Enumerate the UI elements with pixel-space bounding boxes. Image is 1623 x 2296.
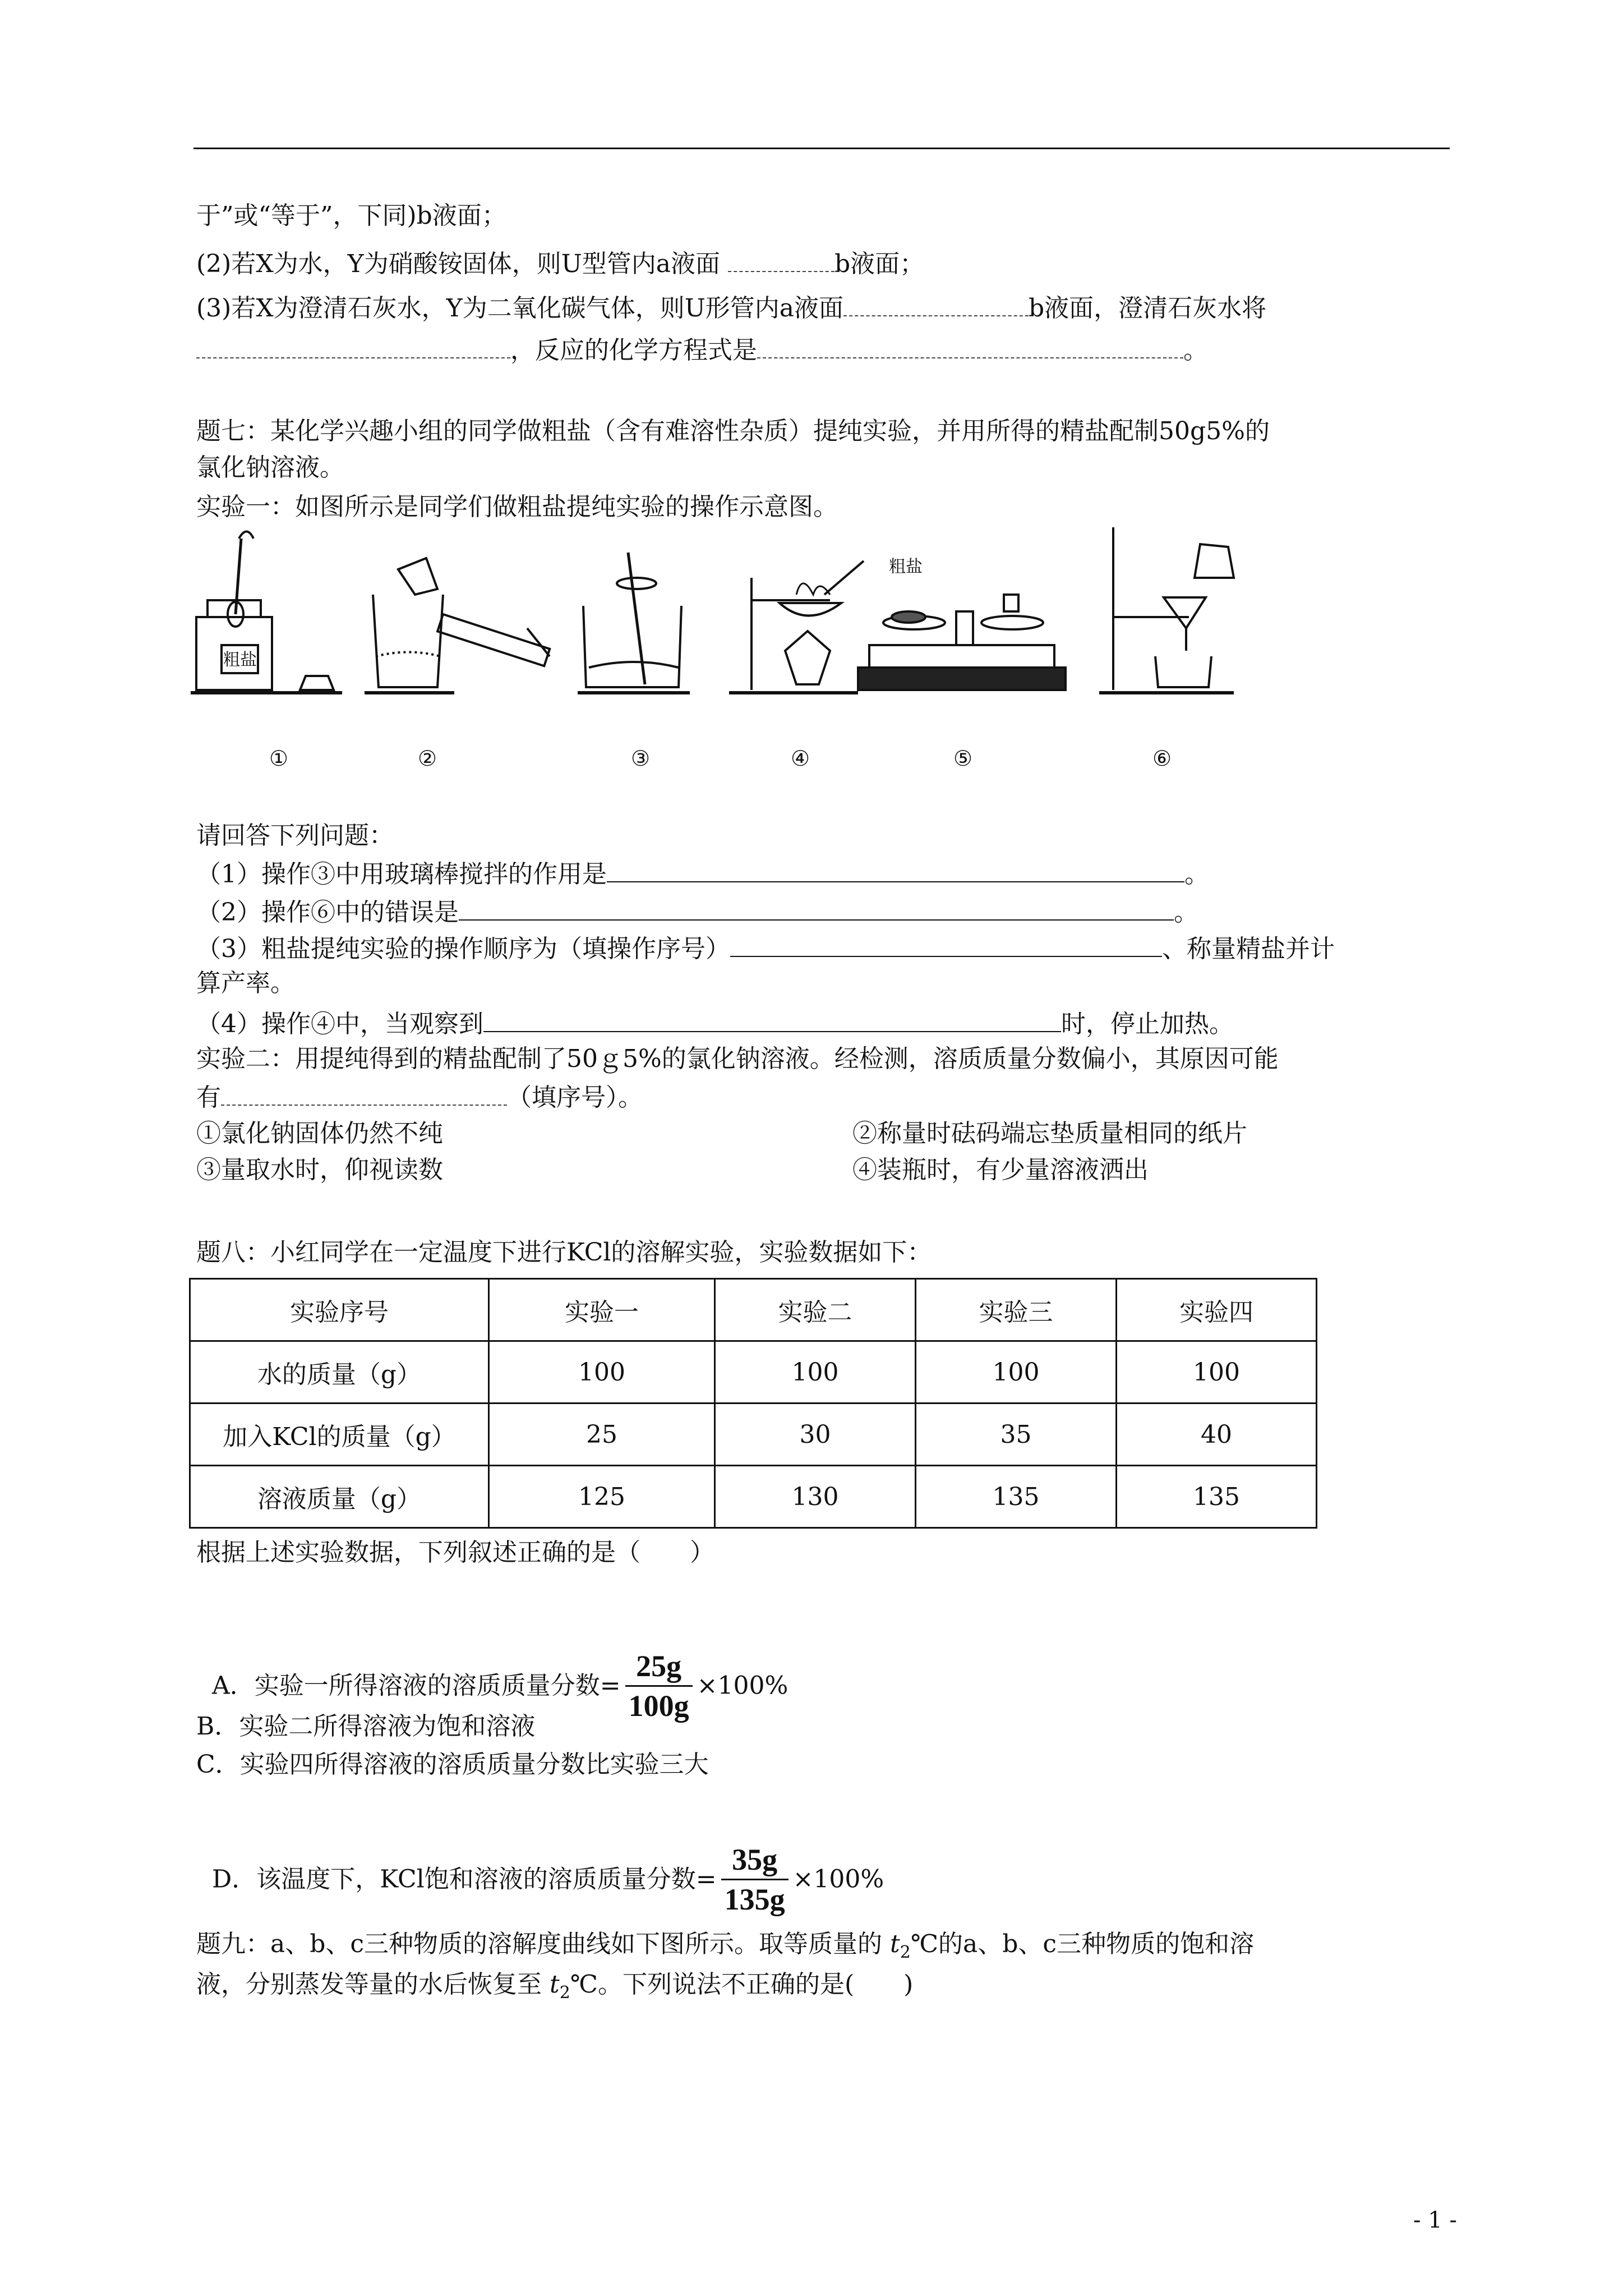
table-cell: 溶液质量（g）	[190, 1466, 489, 1528]
table-cell: 135	[916, 1466, 1117, 1528]
table-cell: 水的质量（g）	[190, 1341, 489, 1404]
q6-line-3: (3)若X为澄清石灰水，Y为二氧化碳气体，则U形管内a液面 b液面，澄清石灰水将	[196, 291, 1266, 324]
filtration-setup-icon	[1099, 527, 1234, 693]
table-cell: 100	[916, 1341, 1117, 1404]
q7-exp2-line-1: 实验二：用提纯得到的精盐配制了50ｇ5%的氯化钠溶液。经检测，溶质质量分数偏小，其原因可能	[196, 1045, 1279, 1073]
dissolving-beaker-icon	[365, 558, 550, 693]
figure-label-4: ④	[791, 746, 810, 771]
q7-sub-2: （2）操作⑥中的错误是 。	[196, 895, 1198, 928]
table-header-cell: 实验一	[489, 1279, 715, 1341]
fraction-d: $\frac{35g}{135g}$	[721, 1843, 789, 1916]
q7-sub-3-cont: 算产率。	[196, 969, 295, 997]
table-header-cell: 实验序号	[190, 1279, 489, 1341]
table-cell: 135	[1117, 1466, 1317, 1528]
q7-blank-3[interactable]	[730, 931, 1162, 957]
lab-operations-figure	[191, 516, 1312, 780]
figure-label-1: ①	[269, 746, 289, 771]
q8-option-c[interactable]: C．实验四所得溶液的溶质质量分数比实验三大	[196, 1750, 709, 1779]
q7-option-2: ②称量时砝码端忘垫质量相同的纸片	[852, 1119, 1247, 1148]
q7-exp2-line-2: 有 （填序号）。	[196, 1080, 643, 1114]
jar-label: 粗盐	[223, 650, 257, 670]
table-cell: 100	[1117, 1341, 1317, 1404]
q6-line-4: ，反应的化学方程式是 。	[196, 333, 1208, 366]
q9-line-2: 液，分别蒸发等量的水后恢复至 $t_2℃$。下列说法不正确的是( )	[196, 1970, 914, 2003]
figure-label-2: ②	[418, 746, 437, 771]
q7-sub-1: （1）操作③中用玻璃棒搅拌的作用是 。	[196, 857, 1209, 890]
kcl-data-table	[189, 1278, 1317, 1529]
figure-label-3: ③	[631, 746, 651, 771]
fraction-a: $\frac{25g}{100g}$	[625, 1649, 693, 1723]
q7-option-1: ①氯化钠固体仍然不纯	[196, 1119, 443, 1148]
table-cell: 35	[916, 1404, 1117, 1466]
table-header-row	[190, 1279, 1317, 1341]
reagent-jar-icon	[191, 532, 342, 693]
q7-title-line-1: 题七：某化学兴趣小组的同学做粗盐（含有难溶性杂质）提纯实验，并用所得的精盐配制50g5%的	[196, 417, 1270, 445]
header-rule	[193, 148, 1450, 149]
q8-stem: 根据上述实验数据，下列叙述正确的是（ ）	[196, 1538, 714, 1567]
q7-option-3: ③量取水时，仰视读数	[196, 1156, 443, 1184]
figure-label-5: ⑤	[953, 746, 973, 771]
figure-label-6: ⑥	[1152, 746, 1172, 771]
table-cell: 100	[489, 1341, 715, 1404]
table-row	[190, 1404, 1317, 1466]
q7-blank-2[interactable]	[459, 895, 1174, 921]
table-cell: 40	[1117, 1404, 1317, 1466]
q6-blank-3[interactable]	[843, 291, 1029, 316]
table-cell: 25	[489, 1404, 715, 1466]
q8-option-d[interactable]: D．该温度下，KCl饱和溶液的溶质质量分数= $\frac{35g}{135g}$ ×100%	[211, 1843, 884, 1916]
table-header-cell: 实验三	[916, 1279, 1117, 1341]
evaporation-setup-icon	[729, 561, 864, 693]
q8-option-a[interactable]: A．实验一所得溶液的溶质质量分数= $\frac{25g}{100g}$ ×100%	[211, 1649, 789, 1723]
table-row	[190, 1466, 1317, 1528]
q8-option-b[interactable]: B．实验二所得溶液为饱和溶液	[196, 1712, 536, 1741]
q7-sub-3: （3）粗盐提纯实验的操作顺序为（填操作序号） 、称量精盐并计	[196, 931, 1335, 965]
q7-title-line-2: 氯化钠溶液。	[196, 453, 344, 482]
table-header-cell: 实验二	[715, 1279, 916, 1341]
balance-icon	[858, 557, 1066, 690]
q7-sub-4: （4）操作④中，当观察到 时，停止加热。	[196, 1006, 1234, 1040]
table-cell: 100	[715, 1341, 916, 1404]
q7-blank-4[interactable]	[483, 1006, 1061, 1032]
table-cell: 加入KCl的质量（g）	[190, 1404, 489, 1466]
q6-blank-4a[interactable]	[196, 333, 510, 358]
stirring-beaker-icon	[578, 553, 690, 693]
q6-blank-4b[interactable]	[757, 333, 1183, 358]
q7-blank-1[interactable]	[607, 857, 1184, 882]
table-cell: 30	[715, 1404, 916, 1466]
q7-blank-5[interactable]	[221, 1080, 507, 1106]
q6-line-2: (2)若X为水，Y为硝酸铵固体，则U型管内a液面 b液面；	[196, 246, 924, 280]
q7-options-row-1	[196, 1118, 1247, 1149]
table-header-cell: 实验四	[1117, 1279, 1317, 1341]
table-row	[190, 1341, 1317, 1404]
q9-line-1: 题九：a、b、c三种物质的溶解度曲线如下图所示。取等质量的 $t_2℃$的a、b、c三种物质的饱和溶	[196, 1930, 1255, 1962]
q6-line-1: 于”或“等于”，下同)b液面；	[196, 201, 506, 230]
q7-exp1: 实验一：如图所示是同学们做粗盐提纯实验的操作示意图。	[196, 493, 838, 521]
q7-prompt: 请回答下列问题：	[196, 821, 394, 850]
table-cell: 125	[489, 1466, 715, 1528]
q6-blank-2[interactable]	[728, 246, 834, 272]
balance-label: 粗盐	[889, 557, 923, 577]
table-cell: 130	[715, 1466, 916, 1528]
q8-title: 题八：小红同学在一定温度下进行KCl的溶解实验，实验数据如下：	[196, 1238, 932, 1267]
q7-options-row-2	[196, 1154, 1149, 1186]
page-number: - 1 -	[1413, 2207, 1457, 2233]
q7-option-4: ④装瓶时，有少量溶液洒出	[852, 1156, 1149, 1184]
